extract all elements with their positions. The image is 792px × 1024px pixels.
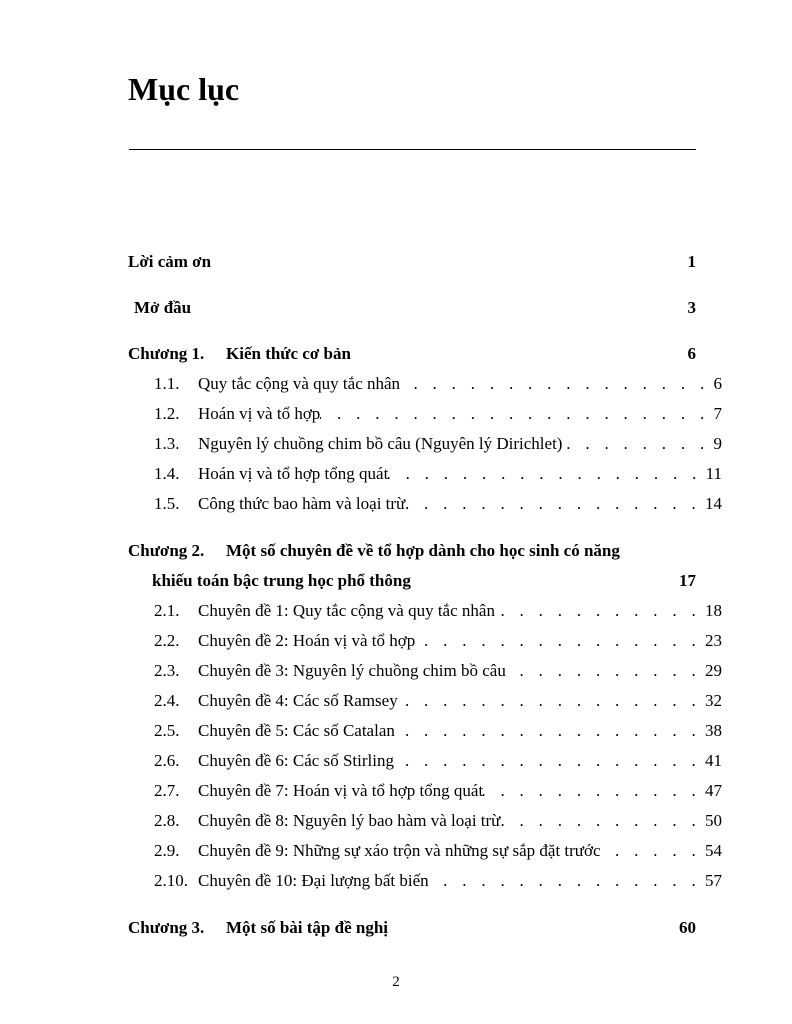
toc-section-1-3[interactable] (128, 433, 722, 455)
section-title: Chuyên đề 5: Các số Catalan (198, 721, 395, 740)
toc-chapter-2-continued[interactable] (128, 570, 696, 592)
section-page: 54 (705, 841, 722, 860)
section-number: 1.4. (154, 464, 180, 483)
dot-leader (388, 463, 705, 485)
section-page: 57 (705, 871, 722, 890)
section-number: 2.4. (154, 691, 180, 710)
chapter-page: 6 (687, 344, 696, 363)
dot-leader (429, 870, 705, 892)
section-number: 1.3. (154, 434, 180, 453)
dot-leader (395, 720, 705, 742)
section-page: 23 (705, 631, 722, 650)
chapter-title: Kiến thức cơ bản (226, 344, 351, 363)
section-page: 47 (705, 781, 722, 800)
dot-leader (398, 690, 705, 712)
section-title: Chuyên đề 10: Đại lượng bất biến (198, 871, 429, 890)
section-number: 2.10. (154, 871, 188, 890)
section-title: Công thức bao hàm và loại trừ (198, 494, 406, 513)
section-number: 2.5. (154, 721, 180, 740)
page-number: 2 (392, 974, 400, 990)
toc-section-2-9[interactable] (128, 840, 722, 862)
section-page: 14 (705, 494, 722, 513)
toc-entry-label: Mở đầu (134, 298, 192, 317)
section-title: Hoán vị và tổ hợp (198, 404, 321, 423)
toc-section-1-1[interactable] (128, 373, 722, 395)
dot-leader (500, 810, 705, 832)
section-title: Chuyên đề 6: Các số Stirling (198, 751, 394, 770)
section-page: 41 (705, 751, 722, 770)
page-title: Mục lục (128, 71, 240, 107)
section-title: Chuyên đề 9: Những sự xáo trộn và những sự sắp đặt trước (198, 841, 601, 860)
section-number: 2.3. (154, 661, 180, 680)
section-number: 2.2. (154, 631, 180, 650)
toc-chapter-3[interactable] (128, 917, 696, 939)
chapter-title-line2: khiếu toán bậc trung học phổ thông (152, 571, 411, 590)
section-title: Chuyên đề 7: Hoán vị và tổ hợp tổng quát (198, 781, 484, 800)
section-page: 29 (705, 661, 722, 680)
chapter-number: Chương 2. (128, 541, 205, 560)
section-number: 1.5. (154, 494, 180, 513)
section-page: 38 (705, 721, 722, 740)
section-page: 9 (713, 434, 722, 453)
section-number: 1.2. (154, 404, 180, 423)
dot-leader (601, 840, 705, 862)
section-page: 7 (713, 404, 722, 423)
toc-section-2-10[interactable] (128, 870, 722, 892)
section-page: 6 (713, 374, 722, 393)
section-number: 2.1. (154, 601, 180, 620)
dot-leader (415, 630, 705, 652)
section-title: Chuyên đề 2: Hoán vị và tổ hợp (198, 631, 416, 650)
toc-section-1-5[interactable] (128, 493, 722, 515)
dot-leader (320, 403, 713, 425)
section-page: 32 (705, 691, 722, 710)
toc-section-2-5[interactable] (128, 720, 722, 742)
toc-entry-mo-dau[interactable] (128, 297, 696, 319)
section-number: 2.9. (154, 841, 180, 860)
toc-section-2-1[interactable] (128, 600, 722, 622)
dot-leader (394, 750, 705, 772)
chapter-number: Chương 1. (128, 344, 205, 363)
toc-chapter-1[interactable] (128, 343, 696, 365)
section-title: Nguyên lý chuồng chim bồ câu (Nguyên lý Dirichlet) (198, 434, 563, 453)
section-title: Chuyên đề 3: Nguyên lý chuồng chim bồ câu (198, 661, 506, 680)
section-title: Chuyên đề 4: Các số Ramsey (198, 691, 398, 710)
section-number: 2.8. (154, 811, 180, 830)
section-title: Hoán vị và tổ hợp tổng quát (198, 464, 389, 483)
section-number: 2.7. (154, 781, 180, 800)
toc-section-2-4[interactable] (128, 690, 722, 712)
dot-leader (483, 780, 705, 802)
chapter-number: Chương 3. (128, 918, 205, 937)
dot-leader (562, 433, 713, 455)
toc-entry-page: 1 (687, 252, 696, 271)
section-page: 50 (705, 811, 722, 830)
toc-section-2-2[interactable] (128, 630, 722, 652)
toc-entry-label: Lời cảm ơn (128, 252, 212, 271)
section-title: Quy tắc cộng và quy tắc nhân (198, 374, 401, 393)
dot-leader (400, 373, 713, 395)
toc-section-2-3[interactable] (128, 660, 722, 682)
chapter-title-line1: Một số chuyên đề về tổ hợp dành cho học sinh có năng (226, 541, 620, 560)
section-page: 11 (705, 464, 722, 483)
toc-entry-loi-cam-on[interactable] (128, 251, 696, 273)
dot-leader (506, 660, 705, 682)
toc-section-2-7[interactable] (128, 780, 722, 802)
toc-section-2-8[interactable] (128, 810, 722, 832)
chapter-page: 17 (679, 571, 696, 590)
section-title: Chuyên đề 8: Nguyên lý bao hàm và loại trừ (198, 811, 501, 830)
title-divider (129, 149, 696, 150)
toc-chapter-2[interactable] (128, 540, 696, 562)
section-title: Chuyên đề 1: Quy tắc cộng và quy tắc nhân (198, 601, 495, 620)
chapter-page: 60 (679, 918, 696, 937)
toc-section-1-4[interactable] (128, 463, 722, 485)
section-page: 18 (705, 601, 722, 620)
toc-section-2-6[interactable] (128, 750, 722, 772)
toc-section-1-2[interactable] (128, 403, 722, 425)
dot-leader (495, 600, 705, 622)
dot-leader (405, 493, 705, 515)
section-number: 1.1. (154, 374, 180, 393)
section-number: 2.6. (154, 751, 180, 770)
chapter-title: Một số bài tập đề nghị (226, 918, 388, 937)
toc-entry-page: 3 (687, 298, 696, 317)
